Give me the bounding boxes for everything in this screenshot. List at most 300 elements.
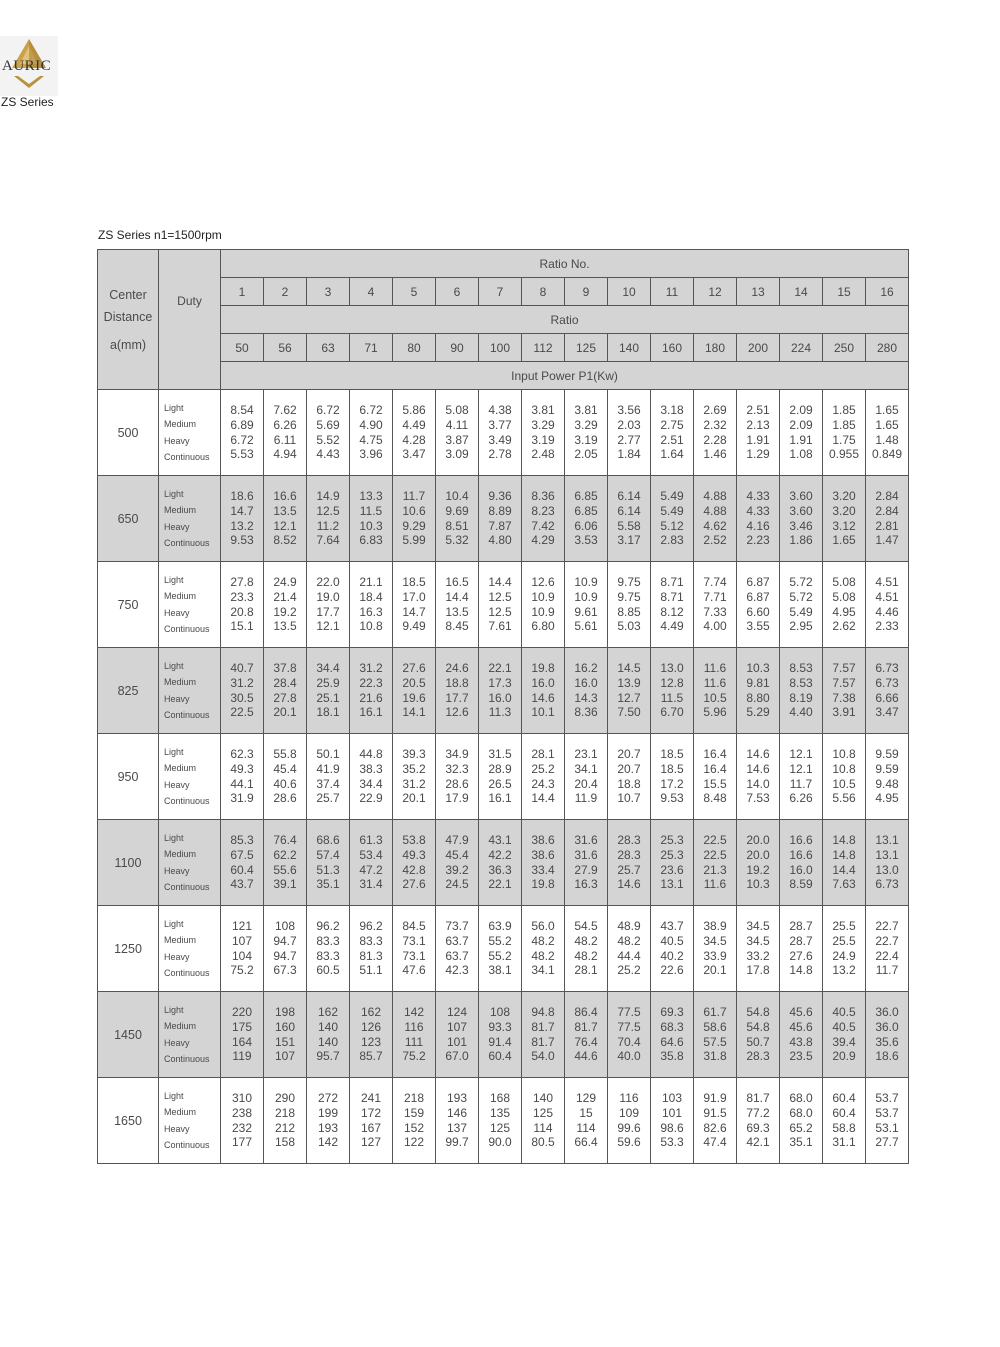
power-value: 4.38 (488, 403, 512, 418)
power-value: 28.3 (746, 1049, 770, 1064)
power-value: 70.4 (617, 1034, 641, 1049)
power-value-cell (651, 1078, 694, 1164)
power-value: 50.7 (746, 1034, 770, 1049)
power-value: 28.1 (574, 963, 598, 978)
power-value: 14.6 (617, 877, 641, 892)
power-value: 42.8 (402, 862, 426, 877)
power-value: 23.6 (660, 862, 684, 877)
power-value: 24.5 (445, 877, 469, 892)
power-value: 11.9 (574, 791, 598, 806)
power-value: 3.91 (832, 705, 856, 720)
table-row (98, 648, 909, 734)
power-value: 6.85 (574, 503, 598, 518)
power-value-cell (479, 906, 522, 992)
power-value: 2.48 (531, 447, 555, 462)
power-value: 5.96 (703, 705, 727, 720)
duty-label: Medium (164, 419, 197, 430)
power-value: 13.1 (875, 833, 899, 848)
power-value-cell (565, 648, 608, 734)
power-value: 8.36 (574, 705, 598, 720)
power-value: 18.8 (445, 675, 469, 690)
power-value-cell (780, 992, 823, 1078)
power-value: 2.33 (875, 619, 899, 634)
duty-label: Medium (164, 849, 197, 860)
power-value-cell (780, 906, 823, 992)
power-value: 3.46 (789, 518, 813, 533)
power-value: 31.6 (574, 833, 598, 848)
table-row (98, 906, 909, 992)
center-distance-cell: 500 (98, 390, 159, 476)
power-value: 14.1 (402, 705, 426, 720)
power-value: 22.7 (875, 919, 899, 934)
power-value: 13.9 (617, 675, 641, 690)
power-value-cell (866, 562, 909, 648)
power-value: 6.85 (574, 489, 598, 504)
power-value: 13.1 (875, 847, 899, 862)
power-value: 162 (360, 1005, 382, 1020)
power-value: 2.09 (789, 403, 813, 418)
power-value: 55.8 (273, 747, 297, 762)
power-value: 21.1 (359, 575, 383, 590)
power-value: 10.7 (617, 791, 641, 806)
duty-header: Duty (159, 250, 221, 390)
power-value: 4.11 (445, 417, 469, 432)
duty-label: Heavy (164, 951, 190, 962)
power-value: 3.87 (445, 432, 469, 447)
power-value: 73.1 (402, 933, 426, 948)
power-value-cell (522, 906, 565, 992)
power-value: 36.0 (875, 1005, 899, 1020)
power-value: 22.9 (359, 791, 383, 806)
power-value-cell (651, 648, 694, 734)
power-value: 2.03 (617, 417, 641, 432)
ratio-number-cell: 13 (737, 278, 780, 306)
ratio-value-cell: 112 (522, 334, 565, 362)
power-value: 8.53 (789, 661, 813, 676)
power-value-cell (866, 992, 909, 1078)
power-value: 119 (232, 1049, 252, 1064)
power-value: 4.46 (875, 604, 899, 619)
power-value: 60.4 (230, 862, 254, 877)
power-value: 14.0 (746, 776, 770, 791)
power-value: 116 (619, 1091, 639, 1106)
ratio-number-cell: 16 (866, 278, 909, 306)
power-value: 11.5 (359, 503, 383, 518)
power-value: 4.33 (746, 503, 770, 518)
power-value: 7.62 (273, 403, 297, 418)
power-value: 31.6 (574, 847, 598, 862)
power-value: 177 (231, 1135, 253, 1150)
power-value: 22.5 (703, 833, 727, 848)
power-value: 5.08 (832, 589, 856, 604)
duty-label: Medium (164, 1107, 197, 1118)
table-caption: ZS Series n1=1500rpm (98, 228, 222, 242)
power-value-cell (651, 906, 694, 992)
power-value: 20.4 (574, 776, 598, 791)
power-value: 7.74 (703, 575, 727, 590)
power-value: 53.7 (875, 1091, 899, 1106)
power-value-cell (651, 476, 694, 562)
power-value: 13.5 (445, 604, 469, 619)
center-distance-cell: 825 (98, 648, 159, 734)
power-value: 4.62 (703, 518, 727, 533)
power-value-cell (565, 820, 608, 906)
power-value-cell (565, 992, 608, 1078)
power-value-cell (866, 390, 909, 476)
power-value: 10.6 (402, 503, 426, 518)
power-value: 55.2 (488, 933, 512, 948)
power-value: 17.0 (402, 589, 426, 604)
power-value-cell (436, 390, 479, 476)
power-value: 39.1 (273, 877, 297, 892)
power-value: 81.3 (359, 948, 383, 963)
power-value: 23.5 (789, 1049, 813, 1064)
power-value: 23.1 (574, 747, 598, 762)
power-value: 83.3 (316, 948, 340, 963)
power-value: 241 (360, 1091, 382, 1106)
power-value: 16.3 (359, 604, 383, 619)
power-value: 58.8 (832, 1120, 856, 1135)
power-value: 12.1 (273, 518, 297, 533)
power-value: 8.53 (789, 675, 813, 690)
duty-list-cell (159, 906, 221, 992)
power-value-cell (780, 390, 823, 476)
power-value: 16.0 (531, 675, 555, 690)
power-value-cell (737, 734, 780, 820)
power-value-cell (694, 562, 737, 648)
power-value: 5.32 (445, 533, 469, 548)
power-value: 2.77 (617, 432, 641, 447)
power-value: 94.7 (273, 948, 297, 963)
power-value-cell (436, 562, 479, 648)
power-value: 16.1 (488, 791, 512, 806)
power-value: 4.90 (359, 417, 383, 432)
power-value: 27.6 (402, 877, 426, 892)
ratio-number-cell: 14 (780, 278, 823, 306)
power-value-cell (393, 648, 436, 734)
power-value: 6.70 (660, 705, 684, 720)
power-value: 53.7 (875, 1105, 899, 1120)
power-value: 16.4 (703, 747, 727, 762)
power-value: 10.9 (531, 589, 555, 604)
power-value: 1.64 (660, 447, 684, 462)
duty-label: Light (164, 403, 184, 414)
power-value: 31.4 (359, 877, 383, 892)
power-value: 272 (317, 1091, 339, 1106)
power-value: 1.85 (832, 403, 856, 418)
power-value: 16.4 (703, 761, 727, 776)
power-value: 6.72 (316, 403, 340, 418)
power-value: 0.849 (872, 447, 903, 462)
power-value: 14.7 (230, 503, 254, 518)
power-value-cell (393, 1078, 436, 1164)
power-value: 36.0 (875, 1019, 899, 1034)
power-value: 4.28 (402, 432, 426, 447)
power-value: 3.29 (574, 417, 598, 432)
power-value-cell (264, 734, 307, 820)
power-value-cell (479, 390, 522, 476)
power-value-cell (221, 820, 264, 906)
power-value: 69.3 (746, 1120, 770, 1135)
power-value: 20.0 (746, 847, 770, 862)
power-value: 15.5 (703, 776, 727, 791)
power-value: 49.3 (230, 761, 254, 776)
power-value: 48.2 (574, 948, 598, 963)
center-distance-cell: 750 (98, 562, 159, 648)
power-value: 51.1 (359, 963, 383, 978)
power-value: 19.6 (402, 690, 426, 705)
power-value: 15 (579, 1105, 593, 1120)
power-value: 44.4 (617, 948, 641, 963)
power-value: 14.6 (746, 761, 770, 776)
power-value: 44.8 (359, 747, 383, 762)
power-value-cell (436, 992, 479, 1078)
power-value: 25.5 (832, 919, 856, 934)
power-value: 126 (360, 1019, 382, 1034)
duty-label: Heavy (164, 779, 190, 790)
power-value: 6.73 (875, 675, 899, 690)
power-value-cell (694, 906, 737, 992)
power-value: 2.81 (875, 518, 899, 533)
power-value: 35.8 (660, 1049, 684, 1064)
ratio-number-cell: 3 (307, 278, 350, 306)
power-value-cell (522, 734, 565, 820)
power-value: 14.6 (531, 690, 555, 705)
power-value: 3.55 (746, 619, 770, 634)
power-value: 160 (274, 1019, 296, 1034)
power-value: 31.2 (230, 675, 254, 690)
ratio-number-cell: 5 (393, 278, 436, 306)
power-value-cell (823, 476, 866, 562)
power-value: 49.3 (402, 847, 426, 862)
duty-list-cell (159, 734, 221, 820)
power-value: 67.0 (445, 1049, 469, 1064)
duty-label: Light (164, 833, 184, 844)
power-value: 4.49 (402, 417, 426, 432)
power-value: 94.8 (531, 1005, 555, 1020)
power-value-cell (264, 906, 307, 992)
power-value: 4.43 (316, 447, 340, 462)
power-value: 75.2 (230, 963, 254, 978)
ratio-number-cell: 6 (436, 278, 479, 306)
power-value: 3.56 (617, 403, 641, 418)
power-value: 63.9 (488, 919, 512, 934)
power-value: 9.29 (402, 518, 426, 533)
power-value: 2.32 (703, 417, 727, 432)
power-value: 146 (446, 1105, 468, 1120)
power-value: 40.0 (617, 1049, 641, 1064)
power-rating-table (97, 249, 909, 1164)
power-value: 9.81 (746, 675, 770, 690)
power-value: 8.71 (660, 575, 684, 590)
power-value-cell (436, 820, 479, 906)
power-value: 124 (446, 1005, 468, 1020)
power-value: 13.5 (273, 619, 297, 634)
power-value-cell (350, 1078, 393, 1164)
power-value-cell (823, 390, 866, 476)
power-value: 7.33 (703, 604, 727, 619)
power-value: 7.57 (832, 675, 856, 690)
power-value: 25.5 (832, 933, 856, 948)
power-value: 108 (274, 919, 296, 934)
power-value: 45.6 (789, 1019, 813, 1034)
power-value: 53.8 (402, 833, 426, 848)
power-value: 7.57 (832, 661, 856, 676)
power-value: 35.1 (316, 877, 340, 892)
power-value: 13.0 (875, 862, 899, 877)
power-value: 53.1 (875, 1120, 899, 1135)
ratio-number-cell: 12 (694, 278, 737, 306)
power-value-cell (823, 992, 866, 1078)
power-value-cell (866, 1078, 909, 1164)
ratio-number-cell: 10 (608, 278, 651, 306)
power-value: 20.7 (617, 747, 641, 762)
power-value: 16.6 (789, 847, 813, 862)
ratio-value-cell: 71 (350, 334, 393, 362)
power-value: 3.81 (531, 403, 555, 418)
power-value-cell (651, 390, 694, 476)
power-value: 5.86 (402, 403, 426, 418)
power-value: 96.2 (316, 919, 340, 934)
duty-label: Medium (164, 677, 197, 688)
power-value: 167 (360, 1120, 382, 1135)
power-value: 27.6 (789, 948, 813, 963)
power-value: 22.5 (703, 847, 727, 862)
power-value-cell (436, 1078, 479, 1164)
power-value: 28.6 (273, 791, 297, 806)
power-value: 68.3 (660, 1019, 684, 1034)
power-value: 18.4 (359, 589, 383, 604)
power-value: 45.4 (445, 847, 469, 862)
power-value: 68.0 (789, 1091, 813, 1106)
duty-label: Light (164, 661, 184, 672)
power-value: 7.53 (746, 791, 770, 806)
power-value: 40.7 (230, 661, 254, 676)
power-value: 2.23 (746, 533, 770, 548)
power-value: 10.3 (746, 877, 770, 892)
power-value-cell (264, 648, 307, 734)
power-value: 101 (446, 1034, 468, 1049)
power-value: 6.73 (875, 661, 899, 676)
power-value: 101 (661, 1105, 683, 1120)
power-value: 3.53 (574, 533, 598, 548)
power-value: 34.4 (359, 776, 383, 791)
power-value: 3.17 (617, 533, 641, 548)
power-value: 31.2 (359, 661, 383, 676)
power-value: 8.89 (488, 503, 512, 518)
power-value: 3.96 (359, 447, 383, 462)
duty-label: Heavy (164, 521, 190, 532)
power-value: 5.99 (402, 533, 426, 548)
power-value: 14.9 (316, 489, 340, 504)
power-value: 2.95 (789, 619, 813, 634)
power-value: 1.91 (746, 432, 770, 447)
power-value: 4.16 (746, 518, 770, 533)
power-value-cell (651, 992, 694, 1078)
power-value: 84.5 (402, 919, 426, 934)
power-value-cell (866, 648, 909, 734)
power-value: 35.2 (402, 761, 426, 776)
power-value: 6.06 (574, 518, 598, 533)
power-value: 75.2 (402, 1049, 426, 1064)
power-value-cell (737, 1078, 780, 1164)
power-value-cell (780, 820, 823, 906)
power-value: 68.0 (789, 1105, 813, 1120)
power-value-cell (393, 476, 436, 562)
power-value: 28.1 (531, 747, 555, 762)
power-value-cell (307, 648, 350, 734)
power-value: 198 (274, 1005, 296, 1020)
power-value: 1.65 (875, 403, 899, 418)
duty-label: Heavy (164, 607, 190, 618)
power-value: 2.84 (875, 503, 899, 518)
power-value: 41.9 (316, 761, 340, 776)
power-value: 4.51 (875, 575, 899, 590)
power-value: 60.4 (832, 1091, 856, 1106)
power-value: 2.13 (746, 417, 770, 432)
power-value: 50.1 (316, 747, 340, 762)
ratio-value-cell: 200 (737, 334, 780, 362)
power-value-cell (694, 1078, 737, 1164)
power-value: 127 (360, 1135, 382, 1150)
power-value: 20.1 (703, 963, 727, 978)
ratio-value-cell: 140 (608, 334, 651, 362)
power-value: 7.64 (316, 533, 340, 548)
power-value: 6.26 (789, 791, 813, 806)
duty-list-cell (159, 992, 221, 1078)
power-value: 111 (404, 1034, 424, 1049)
power-value-cell (436, 648, 479, 734)
duty-label: Medium (164, 591, 197, 602)
center-distance-cell: 1650 (98, 1078, 159, 1164)
power-value: 21.3 (703, 862, 727, 877)
power-value: 103 (661, 1091, 683, 1106)
ratio-value-cell: 63 (307, 334, 350, 362)
power-value: 12.1 (789, 747, 813, 762)
duty-label: Heavy (164, 1037, 190, 1048)
duty-label: Medium (164, 763, 197, 774)
power-value: 31.5 (488, 747, 512, 762)
power-value: 159 (403, 1105, 425, 1120)
power-value: 4.49 (660, 619, 684, 634)
power-value: 114 (533, 1120, 553, 1135)
power-value: 40.6 (273, 776, 297, 791)
duty-label: Heavy (164, 1123, 190, 1134)
duty-label: Continuous (164, 1053, 210, 1064)
power-value: 34.4 (316, 661, 340, 676)
power-value: 22.3 (359, 675, 383, 690)
power-value: 1.46 (703, 447, 727, 462)
power-value: 2.51 (746, 403, 770, 418)
power-value-cell (264, 476, 307, 562)
power-value-cell (264, 1078, 307, 1164)
power-value: 1.47 (875, 533, 899, 548)
power-value-cell (393, 906, 436, 992)
duty-list-cell (159, 820, 221, 906)
power-value-cell (307, 1078, 350, 1164)
power-value-cell (608, 476, 651, 562)
power-value: 2.75 (660, 417, 684, 432)
power-value-cell (307, 476, 350, 562)
power-value: 54.0 (531, 1049, 555, 1064)
power-value: 54.8 (746, 1005, 770, 1020)
power-value: 59.6 (617, 1135, 641, 1150)
power-value: 10.4 (445, 489, 469, 504)
power-value-cell (436, 906, 479, 992)
power-value: 76.4 (574, 1034, 598, 1049)
power-value: 27.7 (875, 1135, 899, 1150)
power-value: 66.4 (574, 1135, 598, 1150)
